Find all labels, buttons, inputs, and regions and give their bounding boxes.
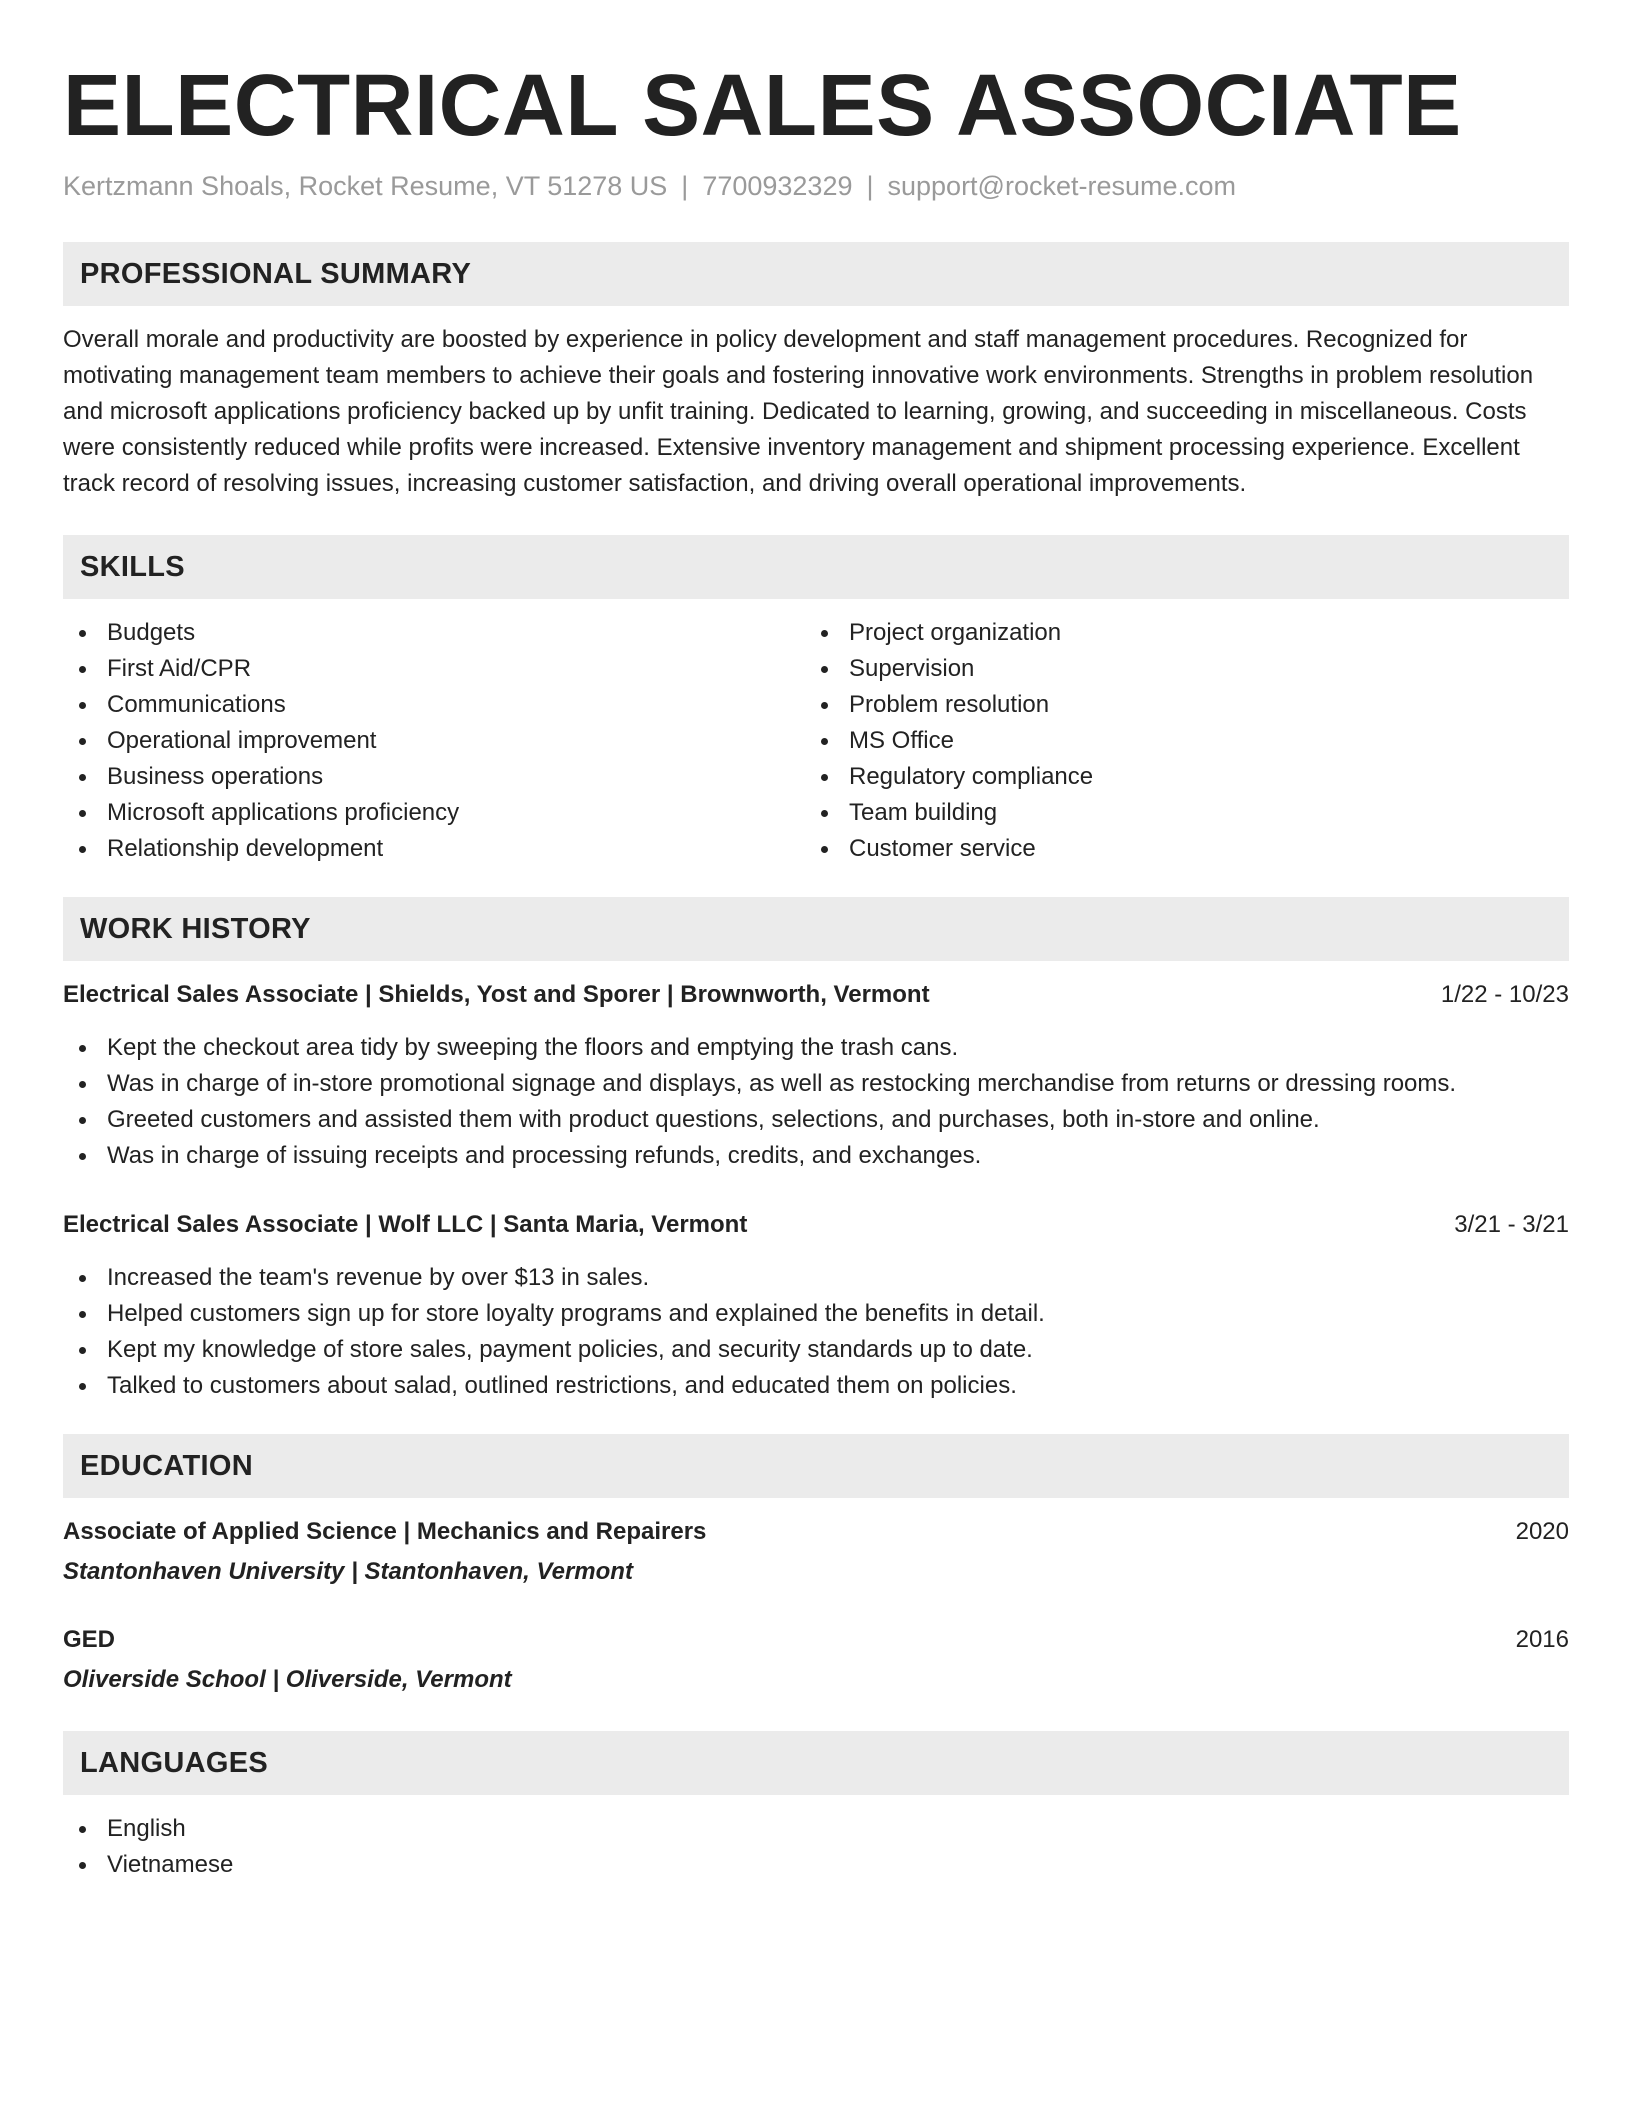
job-bullet: Greeted customers and assisted them with product questions, selections, and purchases, both in-store and online. — [63, 1102, 1569, 1138]
skills-list-right — [805, 615, 1547, 867]
school-name: Stantonhaven University | Stantonhaven, Vermont — [63, 1558, 633, 1585]
skills-column-left — [63, 615, 805, 867]
degree-title: Associate of Applied Science | Mechanics and Repairers — [63, 1518, 707, 1545]
skill-item: Microsoft applications proficiency — [63, 795, 805, 831]
skill-item: Supervision — [805, 651, 1547, 687]
skill-item: Communications — [63, 687, 805, 723]
languages-list — [63, 1811, 1569, 1883]
skill-item: Budgets — [63, 615, 805, 651]
job-title: Electrical Sales Associate | Wolf LLC | Santa Maria, Vermont — [63, 1211, 748, 1238]
skill-item: Project organization — [805, 615, 1547, 651]
email-link[interactable]: support@rocket-resume.com — [887, 171, 1237, 201]
degree-title: GED — [63, 1626, 116, 1653]
address-text: Kertzmann Shoals, Rocket Resume, VT 51278 US — [63, 171, 668, 201]
job-bullet: Kept my knowledge of store sales, payment policies, and security standards up to date. — [63, 1332, 1569, 1368]
skill-item: Regulatory compliance — [805, 759, 1547, 795]
summary-text: Overall morale and productivity are boosted by experience in policy development and staff management procedures. Recognized for motivating management team members to achieve their goals and fostering innovative work environments. Strengths in problem resolution and microsoft applications proficiency backed up by unfit training. Dedicated to learning, growing, and succeeding in miscellaneous. Costs were consistently reduced while profits were increased. Extensive inventory management and shipment processing experience. Excellent track record of resolving issues, increasing customer satisfaction, and driving overall operational improvements. — [63, 326, 1534, 497]
summary-heading: PROFESSIONAL SUMMARY — [80, 257, 472, 290]
language-item: English — [63, 1811, 1569, 1847]
skills-grid — [63, 615, 1569, 867]
job-dates: 3/21 - 3/21 — [1454, 1211, 1569, 1238]
separator: | — [866, 171, 874, 201]
languages-section-header — [63, 1731, 1569, 1795]
job-bullet: Increased the team's revenue by over $13 in sales. — [63, 1260, 1569, 1296]
graduation-year: 2020 — [1515, 1518, 1569, 1545]
job-header — [63, 977, 1569, 1013]
work-heading: WORK HISTORY — [80, 912, 311, 945]
education-entry — [63, 1622, 1569, 1698]
graduation-year: 2016 — [1515, 1626, 1569, 1653]
skill-item: Customer service — [805, 831, 1547, 867]
skill-item: First Aid/CPR — [63, 651, 805, 687]
summary-section-header — [63, 242, 1569, 306]
skill-item: MS Office — [805, 723, 1547, 759]
job-bullet: Helped customers sign up for store loyalty programs and explained the benefits in detail. — [63, 1296, 1569, 1332]
skill-item: Operational improvement — [63, 723, 805, 759]
job-dates: 1/22 - 10/23 — [1440, 981, 1569, 1008]
education-header — [63, 1514, 1569, 1550]
skills-section-header — [63, 535, 1569, 599]
skills-column-right — [805, 615, 1547, 867]
job-bullets — [63, 1030, 1569, 1174]
phone-text: 7700932329 — [702, 171, 853, 201]
skill-item: Team building — [805, 795, 1547, 831]
job-bullet: Was in charge of issuing receipts and processing refunds, credits, and exchanges. — [63, 1138, 1569, 1174]
contact-line — [63, 168, 1569, 204]
job-header — [63, 1207, 1569, 1243]
skills-list-left — [63, 615, 805, 867]
resume-page — [63, 56, 1569, 1883]
skill-item: Business operations — [63, 759, 805, 795]
separator: | — [681, 171, 689, 201]
education-entry — [63, 1514, 1569, 1590]
skills-heading: SKILLS — [80, 550, 185, 583]
languages-heading: LANGUAGES — [80, 1746, 268, 1779]
education-heading: EDUCATION — [80, 1449, 253, 1482]
job-entry — [63, 977, 1569, 1174]
education-section-header — [63, 1434, 1569, 1498]
job-bullet: Kept the checkout area tidy by sweeping the floors and emptying the trash cans. — [63, 1030, 1569, 1066]
resume-title: ELECTRICAL SALES ASSOCIATE — [63, 57, 1462, 154]
language-item: Vietnamese — [63, 1847, 1569, 1883]
skill-item: Relationship development — [63, 831, 805, 867]
job-bullets — [63, 1260, 1569, 1404]
job-entry — [63, 1207, 1569, 1404]
job-bullet: Was in charge of in-store promotional signage and displays, as well as restocking merchandise from returns or dressing rooms. — [63, 1066, 1569, 1102]
school-name: Oliverside School | Oliverside, Vermont — [63, 1666, 512, 1693]
job-bullet: Talked to customers about salad, outlined restrictions, and educated them on policies. — [63, 1368, 1569, 1404]
education-header — [63, 1622, 1569, 1658]
skill-item: Problem resolution — [805, 687, 1547, 723]
job-title: Electrical Sales Associate | Shields, Yost and Sporer | Brownworth, Vermont — [63, 981, 930, 1008]
work-section-header — [63, 897, 1569, 961]
